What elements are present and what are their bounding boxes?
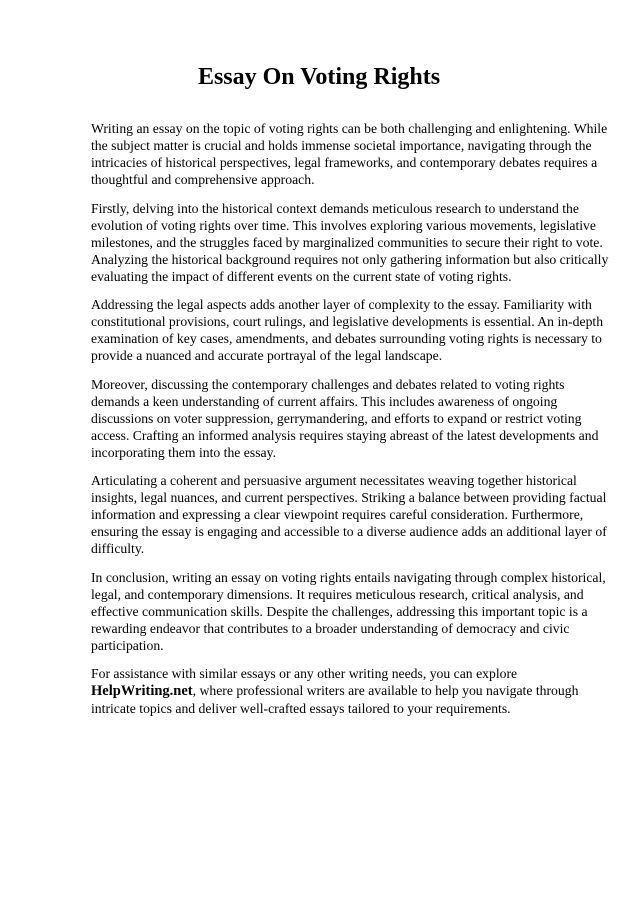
closing-text-after: , where professional writers are available to help you navigate through intricate topics and deliver well-crafted essays tailored to your requirements.: [91, 683, 579, 716]
brand-name: HelpWriting.net: [91, 683, 193, 699]
paragraph-contemporary-challenges: Moreover, discussing the contemporary challenges and debates related to voting rights demands a keen understanding of current affairs. This includes awareness of ongoing discussions on voter suppression, gerrymandering, and efforts to expand or restrict voting access. Crafting an informed analysis requires staying abreast of the latest developments and incorporating them into the essay.: [91, 376, 599, 460]
paragraph-legal-aspects: Addressing the legal aspects adds another layer of complexity to the essay. Familiarity with constitutional provisions, court rulings, and legislative developments is essential. An in-depth examination of key cases, amendments, and debates surrounding voting rights is necessary to provide a nuanced and accurate portrayal of the legal landscape.: [91, 297, 604, 363]
closing-text-before: For assistance with similar essays or any other writing needs, you can explore: [91, 666, 518, 681]
paragraph-historical-context: Firstly, delving into the historical context demands meticulous research to understand the evolution of voting rights over time. This involves exploring various movements, legislative milestones, and the struggles faced by marginalized communities to secure their right to vote. Analyzing the historical background requires not only gathering information but also critically evaluating the impact of different events on the current state of voting rights.: [91, 200, 609, 284]
paragraph-closing: [91, 665, 611, 717]
paragraph-conclusion: In conclusion, writing an essay on voting rights entails navigating through complex historical, legal, and contemporary dimensions. It requires meticulous research, critical analysis, and effective communication skills. Despite the challenges, addressing this important topic is a rewarding endeavor that contributes to a broader understanding of democracy and civic participation.: [91, 569, 606, 653]
paragraph-intro: Writing an essay on the topic of voting rights can be both challenging and enlightening. While the subject matter is crucial and holds immense societal importance, navigating through the intricacies of historical perspectives, legal frameworks, and contemporary debates requires a thoughtful and comprehensive approach.: [91, 121, 608, 187]
paragraph-argument: Articulating a coherent and persuasive argument necessitates weaving together historical insights, legal nuances, and current perspectives. Striking a balance between providing factual information and expressing a clear viewpoint requires careful consideration. Furthermore, ensuring the essay is engaging and accessible to a diverse audience adds an additional layer of difficulty.: [91, 473, 607, 556]
document-body: [91, 120, 611, 729]
document-title: Essay On Voting Rights: [197, 64, 441, 90]
